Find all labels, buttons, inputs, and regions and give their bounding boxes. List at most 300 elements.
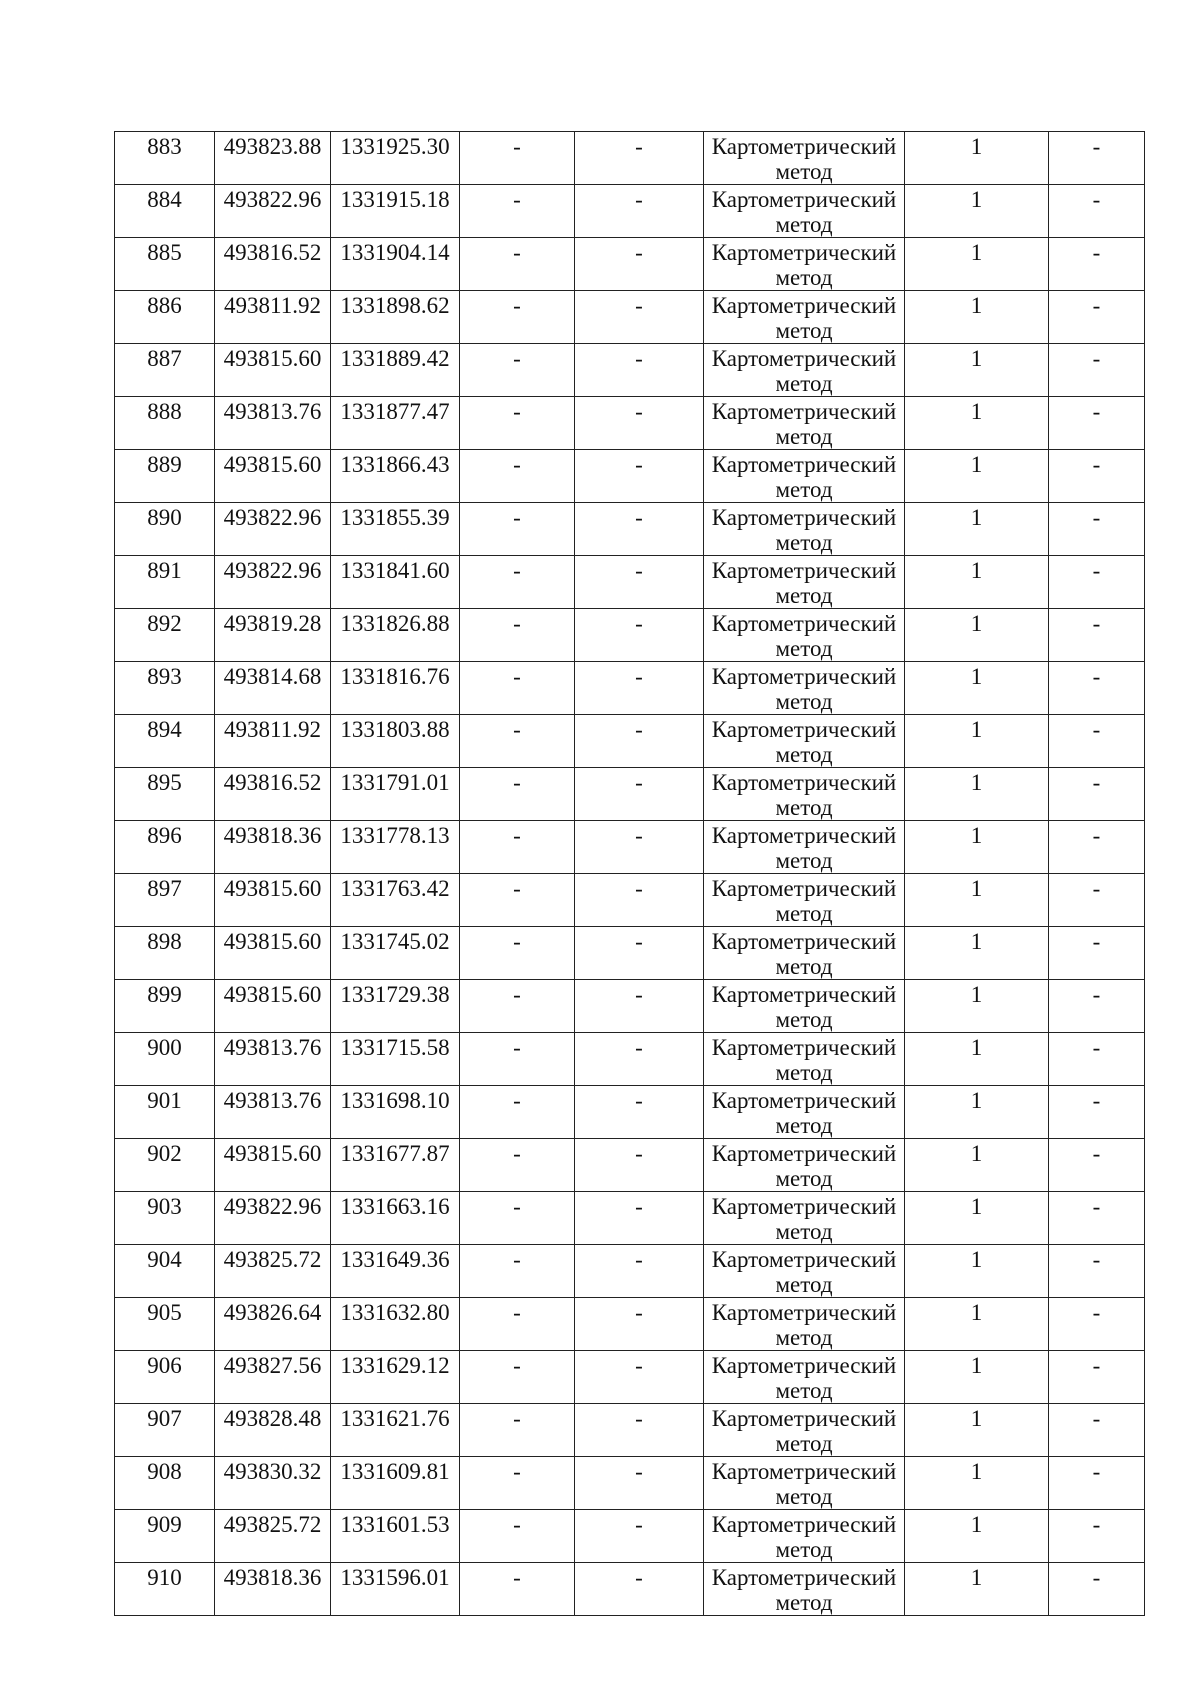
coordinates-table (114, 131, 1145, 1616)
precision-value: 1 (970, 346, 983, 371)
method-cell (704, 1033, 905, 1086)
method-line-2: метод (775, 371, 833, 396)
y-coordinate: 1331877.47 (340, 399, 450, 424)
method-line-2: метод (775, 1060, 833, 1085)
method-text (704, 1192, 904, 1244)
y-coordinate: 1331778.13 (340, 823, 450, 848)
point-number: 884 (147, 187, 182, 212)
x-coordinate-cell (215, 132, 331, 185)
precision-cell (905, 1298, 1049, 1351)
y-coordinate-cell (331, 1245, 460, 1298)
table-row (115, 874, 1145, 927)
method-line-1: Картометрический (711, 1247, 897, 1272)
method-text (704, 1298, 904, 1350)
column-9-value: - (1092, 187, 1101, 212)
table-row (115, 1563, 1145, 1616)
x-coordinate: 493822.96 (223, 558, 322, 583)
y-coordinate-cell (331, 556, 460, 609)
point-number-cell (115, 1351, 215, 1404)
precision-cell (905, 715, 1049, 768)
method-text (704, 768, 904, 820)
column-5-cell (575, 556, 704, 609)
column-5-cell (575, 874, 704, 927)
x-coordinate: 493819.28 (223, 611, 322, 636)
method-text (704, 1404, 904, 1456)
column-5-value: - (635, 770, 643, 795)
x-coordinate-cell (215, 450, 331, 503)
column-5-cell (575, 132, 704, 185)
x-coordinate: 493813.76 (223, 1035, 322, 1060)
method-text (704, 1139, 904, 1191)
precision-value: 1 (970, 876, 983, 901)
method-cell (704, 503, 905, 556)
point-number: 894 (147, 717, 182, 742)
method-line-1: Картометрический (711, 1088, 897, 1113)
y-coordinate: 1331629.12 (340, 1353, 450, 1378)
method-text (704, 1563, 904, 1615)
column-9-cell (1049, 609, 1145, 662)
x-coordinate: 493827.56 (223, 1353, 322, 1378)
column-4-cell (460, 1563, 575, 1616)
column-5-cell (575, 927, 704, 980)
column-4-value: - (513, 982, 521, 1007)
x-coordinate: 493813.76 (223, 1088, 322, 1113)
y-coordinate: 1331698.10 (340, 1088, 450, 1113)
x-coordinate-cell (215, 1298, 331, 1351)
method-cell (704, 1139, 905, 1192)
column-9-value: - (1092, 293, 1101, 318)
column-9-cell (1049, 1351, 1145, 1404)
precision-value: 1 (970, 611, 983, 636)
method-cell (704, 1563, 905, 1616)
column-4-value: - (513, 1512, 521, 1537)
method-text (704, 291, 904, 343)
column-5-value: - (635, 505, 643, 530)
precision-cell (905, 1563, 1049, 1616)
method-line-2: метод (775, 1219, 833, 1244)
y-coordinate: 1331601.53 (340, 1512, 450, 1537)
y-coordinate-cell (331, 185, 460, 238)
column-5-value: - (635, 1406, 643, 1431)
column-4-cell (460, 609, 575, 662)
method-line-1: Картометрический (711, 1353, 897, 1378)
column-9-cell (1049, 980, 1145, 1033)
column-4-value: - (513, 664, 521, 689)
point-number-cell (115, 715, 215, 768)
precision-cell (905, 1457, 1049, 1510)
method-line-2: метод (775, 583, 833, 608)
column-9-value: - (1092, 558, 1101, 583)
point-number: 910 (147, 1565, 182, 1590)
precision-value: 1 (970, 293, 983, 318)
x-coordinate: 493814.68 (223, 664, 322, 689)
precision-value: 1 (970, 187, 983, 212)
x-coordinate-cell (215, 185, 331, 238)
point-number-cell (115, 768, 215, 821)
column-4-value: - (513, 399, 521, 424)
column-5-cell (575, 1033, 704, 1086)
precision-value: 1 (970, 717, 983, 742)
precision-cell (905, 609, 1049, 662)
column-4-value: - (513, 929, 521, 954)
precision-value: 1 (970, 770, 983, 795)
column-4-cell (460, 1086, 575, 1139)
y-coordinate: 1331729.38 (340, 982, 450, 1007)
table-row (115, 397, 1145, 450)
column-9-cell (1049, 132, 1145, 185)
x-coordinate: 493811.92 (224, 717, 321, 742)
method-line-1: Картометрический (711, 240, 897, 265)
x-coordinate-cell (215, 397, 331, 450)
precision-value: 1 (970, 1406, 983, 1431)
point-number: 890 (147, 505, 182, 530)
column-5-value: - (635, 1141, 643, 1166)
method-line-2: метод (775, 1590, 833, 1615)
method-line-1: Картометрический (711, 982, 897, 1007)
precision-value: 1 (970, 1512, 983, 1537)
column-5-value: - (635, 1247, 643, 1272)
column-5-value: - (635, 187, 643, 212)
precision-value: 1 (970, 399, 983, 424)
method-cell (704, 715, 905, 768)
column-5-cell (575, 238, 704, 291)
point-number-cell (115, 397, 215, 450)
y-coordinate: 1331677.87 (340, 1141, 450, 1166)
x-coordinate-cell (215, 344, 331, 397)
point-number: 887 (147, 346, 182, 371)
method-line-1: Картометрический (711, 1459, 897, 1484)
column-9-cell (1049, 662, 1145, 715)
precision-cell (905, 1139, 1049, 1192)
column-9-cell (1049, 450, 1145, 503)
table-row (115, 344, 1145, 397)
precision-cell (905, 238, 1049, 291)
column-4-value: - (513, 1035, 521, 1060)
x-coordinate: 493815.60 (223, 982, 322, 1007)
point-number: 903 (147, 1194, 182, 1219)
column-4-value: - (513, 1406, 521, 1431)
x-coordinate-cell (215, 1139, 331, 1192)
y-coordinate-cell (331, 1192, 460, 1245)
precision-cell (905, 556, 1049, 609)
point-number-cell (115, 1563, 215, 1616)
column-5-value: - (635, 982, 643, 1007)
method-line-1: Картометрический (711, 1406, 897, 1431)
precision-cell (905, 1351, 1049, 1404)
column-9-cell (1049, 503, 1145, 556)
method-cell (704, 1510, 905, 1563)
column-5-value: - (635, 1353, 643, 1378)
point-number: 886 (147, 293, 182, 318)
column-5-value: - (635, 293, 643, 318)
y-coordinate-cell (331, 715, 460, 768)
table-row (115, 1404, 1145, 1457)
column-5-cell (575, 1404, 704, 1457)
x-coordinate-cell (215, 1404, 331, 1457)
precision-value: 1 (970, 1141, 983, 1166)
x-coordinate-cell (215, 1563, 331, 1616)
column-9-value: - (1092, 1035, 1101, 1060)
x-coordinate-cell (215, 715, 331, 768)
method-line-1: Картометрический (711, 505, 897, 530)
column-9-value: - (1092, 399, 1101, 424)
x-coordinate: 493822.96 (223, 1194, 322, 1219)
point-number: 895 (147, 770, 182, 795)
method-line-2: метод (775, 1431, 833, 1456)
method-text (704, 662, 904, 714)
y-coordinate: 1331855.39 (340, 505, 450, 530)
column-9-value: - (1092, 611, 1101, 636)
point-number: 904 (147, 1247, 182, 1272)
column-5-cell (575, 1298, 704, 1351)
y-coordinate: 1331889.42 (340, 346, 450, 371)
method-cell (704, 821, 905, 874)
method-line-1: Картометрический (711, 452, 897, 477)
point-number-cell (115, 927, 215, 980)
table-row (115, 1510, 1145, 1563)
x-coordinate: 493813.76 (223, 399, 322, 424)
y-coordinate-cell (331, 1510, 460, 1563)
column-9-cell (1049, 1563, 1145, 1616)
method-cell (704, 609, 905, 662)
column-5-cell (575, 821, 704, 874)
column-9-value: - (1092, 505, 1101, 530)
table-row (115, 1139, 1145, 1192)
column-4-cell (460, 1192, 575, 1245)
precision-value: 1 (970, 1353, 983, 1378)
column-4-cell (460, 344, 575, 397)
point-number-cell (115, 503, 215, 556)
column-4-cell (460, 1404, 575, 1457)
method-line-2: метод (775, 742, 833, 767)
precision-cell (905, 344, 1049, 397)
point-number-cell (115, 662, 215, 715)
method-cell (704, 132, 905, 185)
method-cell (704, 1457, 905, 1510)
precision-value: 1 (970, 1300, 983, 1325)
method-line-1: Картометрический (711, 1565, 897, 1590)
method-cell (704, 927, 905, 980)
method-cell (704, 1086, 905, 1139)
precision-cell (905, 1086, 1049, 1139)
column-4-cell (460, 1457, 575, 1510)
column-4-value: - (513, 611, 521, 636)
column-9-value: - (1092, 1512, 1101, 1537)
x-coordinate-cell (215, 927, 331, 980)
y-coordinate: 1331609.81 (340, 1459, 450, 1484)
column-9-value: - (1092, 240, 1101, 265)
column-9-value: - (1092, 1088, 1101, 1113)
column-9-value: - (1092, 1406, 1101, 1431)
y-coordinate: 1331866.43 (340, 452, 450, 477)
x-coordinate: 493815.60 (223, 452, 322, 477)
column-5-cell (575, 1192, 704, 1245)
x-coordinate: 493816.52 (223, 770, 322, 795)
method-line-1: Картометрический (711, 558, 897, 583)
method-line-1: Картометрический (711, 823, 897, 848)
x-coordinate: 493818.36 (223, 1565, 322, 1590)
table-row (115, 1351, 1145, 1404)
precision-value: 1 (970, 1194, 983, 1219)
method-line-1: Картометрический (711, 1512, 897, 1537)
table-row (115, 503, 1145, 556)
point-number: 901 (147, 1088, 182, 1113)
column-4-cell (460, 927, 575, 980)
point-number: 902 (147, 1141, 182, 1166)
point-number-cell (115, 344, 215, 397)
column-9-value: - (1092, 1565, 1101, 1590)
y-coordinate: 1331596.01 (340, 1565, 450, 1590)
precision-value: 1 (970, 505, 983, 530)
column-4-cell (460, 556, 575, 609)
y-coordinate-cell (331, 397, 460, 450)
column-5-value: - (635, 1565, 643, 1590)
method-text (704, 1457, 904, 1509)
method-line-1: Картометрический (711, 611, 897, 636)
table-row (115, 662, 1145, 715)
method-text (704, 1086, 904, 1138)
column-4-value: - (513, 1194, 521, 1219)
table-row (115, 1457, 1145, 1510)
point-number: 893 (147, 664, 182, 689)
method-line-1: Картометрический (711, 1194, 897, 1219)
y-coordinate-cell (331, 344, 460, 397)
x-coordinate-cell (215, 609, 331, 662)
column-9-cell (1049, 291, 1145, 344)
method-cell (704, 397, 905, 450)
column-9-cell (1049, 1033, 1145, 1086)
method-cell (704, 1192, 905, 1245)
method-text (704, 556, 904, 608)
column-4-cell (460, 1351, 575, 1404)
x-coordinate: 493825.72 (223, 1512, 322, 1537)
method-text (704, 1033, 904, 1085)
method-line-1: Картометрический (711, 929, 897, 954)
y-coordinate-cell (331, 927, 460, 980)
column-5-cell (575, 1245, 704, 1298)
column-4-cell (460, 980, 575, 1033)
method-line-1: Картометрический (711, 1035, 897, 1060)
column-9-cell (1049, 185, 1145, 238)
method-line-1: Картометрический (711, 717, 897, 742)
column-9-cell (1049, 397, 1145, 450)
column-5-cell (575, 1457, 704, 1510)
column-5-value: - (635, 452, 643, 477)
precision-value: 1 (970, 1565, 983, 1590)
method-line-2: метод (775, 1113, 833, 1138)
column-9-value: - (1092, 664, 1101, 689)
precision-cell (905, 185, 1049, 238)
precision-cell (905, 821, 1049, 874)
table-row (115, 609, 1145, 662)
point-number: 906 (147, 1353, 182, 1378)
table-row (115, 980, 1145, 1033)
precision-cell (905, 927, 1049, 980)
column-5-cell (575, 397, 704, 450)
y-coordinate-cell (331, 1404, 460, 1457)
point-number: 896 (147, 823, 182, 848)
precision-value: 1 (970, 452, 983, 477)
point-number-cell (115, 132, 215, 185)
table-row (115, 291, 1145, 344)
table-row (115, 768, 1145, 821)
column-5-cell (575, 185, 704, 238)
method-cell (704, 874, 905, 927)
x-coordinate: 493822.96 (223, 505, 322, 530)
column-4-value: - (513, 770, 521, 795)
method-line-1: Картометрический (711, 1300, 897, 1325)
column-4-cell (460, 1139, 575, 1192)
x-coordinate: 493815.60 (223, 876, 322, 901)
precision-value: 1 (970, 558, 983, 583)
x-coordinate: 493815.60 (223, 1141, 322, 1166)
column-4-cell (460, 450, 575, 503)
column-9-value: - (1092, 982, 1101, 1007)
method-line-2: метод (775, 848, 833, 873)
column-9-cell (1049, 715, 1145, 768)
x-coordinate: 493811.92 (224, 293, 321, 318)
table-row (115, 821, 1145, 874)
y-coordinate-cell (331, 1086, 460, 1139)
precision-cell (905, 874, 1049, 927)
point-number-cell (115, 238, 215, 291)
column-5-value: - (635, 664, 643, 689)
method-cell (704, 662, 905, 715)
method-line-2: метод (775, 689, 833, 714)
column-4-value: - (513, 1247, 521, 1272)
method-line-2: метод (775, 1484, 833, 1509)
y-coordinate-cell (331, 238, 460, 291)
y-coordinate: 1331621.76 (340, 1406, 450, 1431)
point-number: 885 (147, 240, 182, 265)
column-9-value: - (1092, 1194, 1101, 1219)
column-4-value: - (513, 452, 521, 477)
point-number: 905 (147, 1300, 182, 1325)
x-coordinate: 493822.96 (223, 187, 322, 212)
column-9-value: - (1092, 1353, 1101, 1378)
point-number-cell (115, 1086, 215, 1139)
precision-cell (905, 662, 1049, 715)
column-4-cell (460, 397, 575, 450)
x-coordinate-cell (215, 980, 331, 1033)
column-5-value: - (635, 1194, 643, 1219)
method-line-2: метод (775, 212, 833, 237)
x-coordinate: 493830.32 (223, 1459, 322, 1484)
method-cell (704, 556, 905, 609)
column-4-value: - (513, 1459, 521, 1484)
precision-value: 1 (970, 823, 983, 848)
method-line-1: Картометрический (711, 664, 897, 689)
point-number-cell (115, 1139, 215, 1192)
point-number: 899 (147, 982, 182, 1007)
point-number-cell (115, 1245, 215, 1298)
x-coordinate-cell (215, 821, 331, 874)
column-4-value: - (513, 823, 521, 848)
method-line-2: метод (775, 636, 833, 661)
method-line-1: Картометрический (711, 293, 897, 318)
column-9-value: - (1092, 1141, 1101, 1166)
precision-cell (905, 1245, 1049, 1298)
column-4-value: - (513, 346, 521, 371)
method-text (704, 609, 904, 661)
method-line-1: Картометрический (711, 876, 897, 901)
point-number-cell (115, 1192, 215, 1245)
x-coordinate: 493825.72 (223, 1247, 322, 1272)
x-coordinate-cell (215, 662, 331, 715)
column-5-cell (575, 662, 704, 715)
column-9-value: - (1092, 929, 1101, 954)
y-coordinate: 1331826.88 (340, 611, 450, 636)
